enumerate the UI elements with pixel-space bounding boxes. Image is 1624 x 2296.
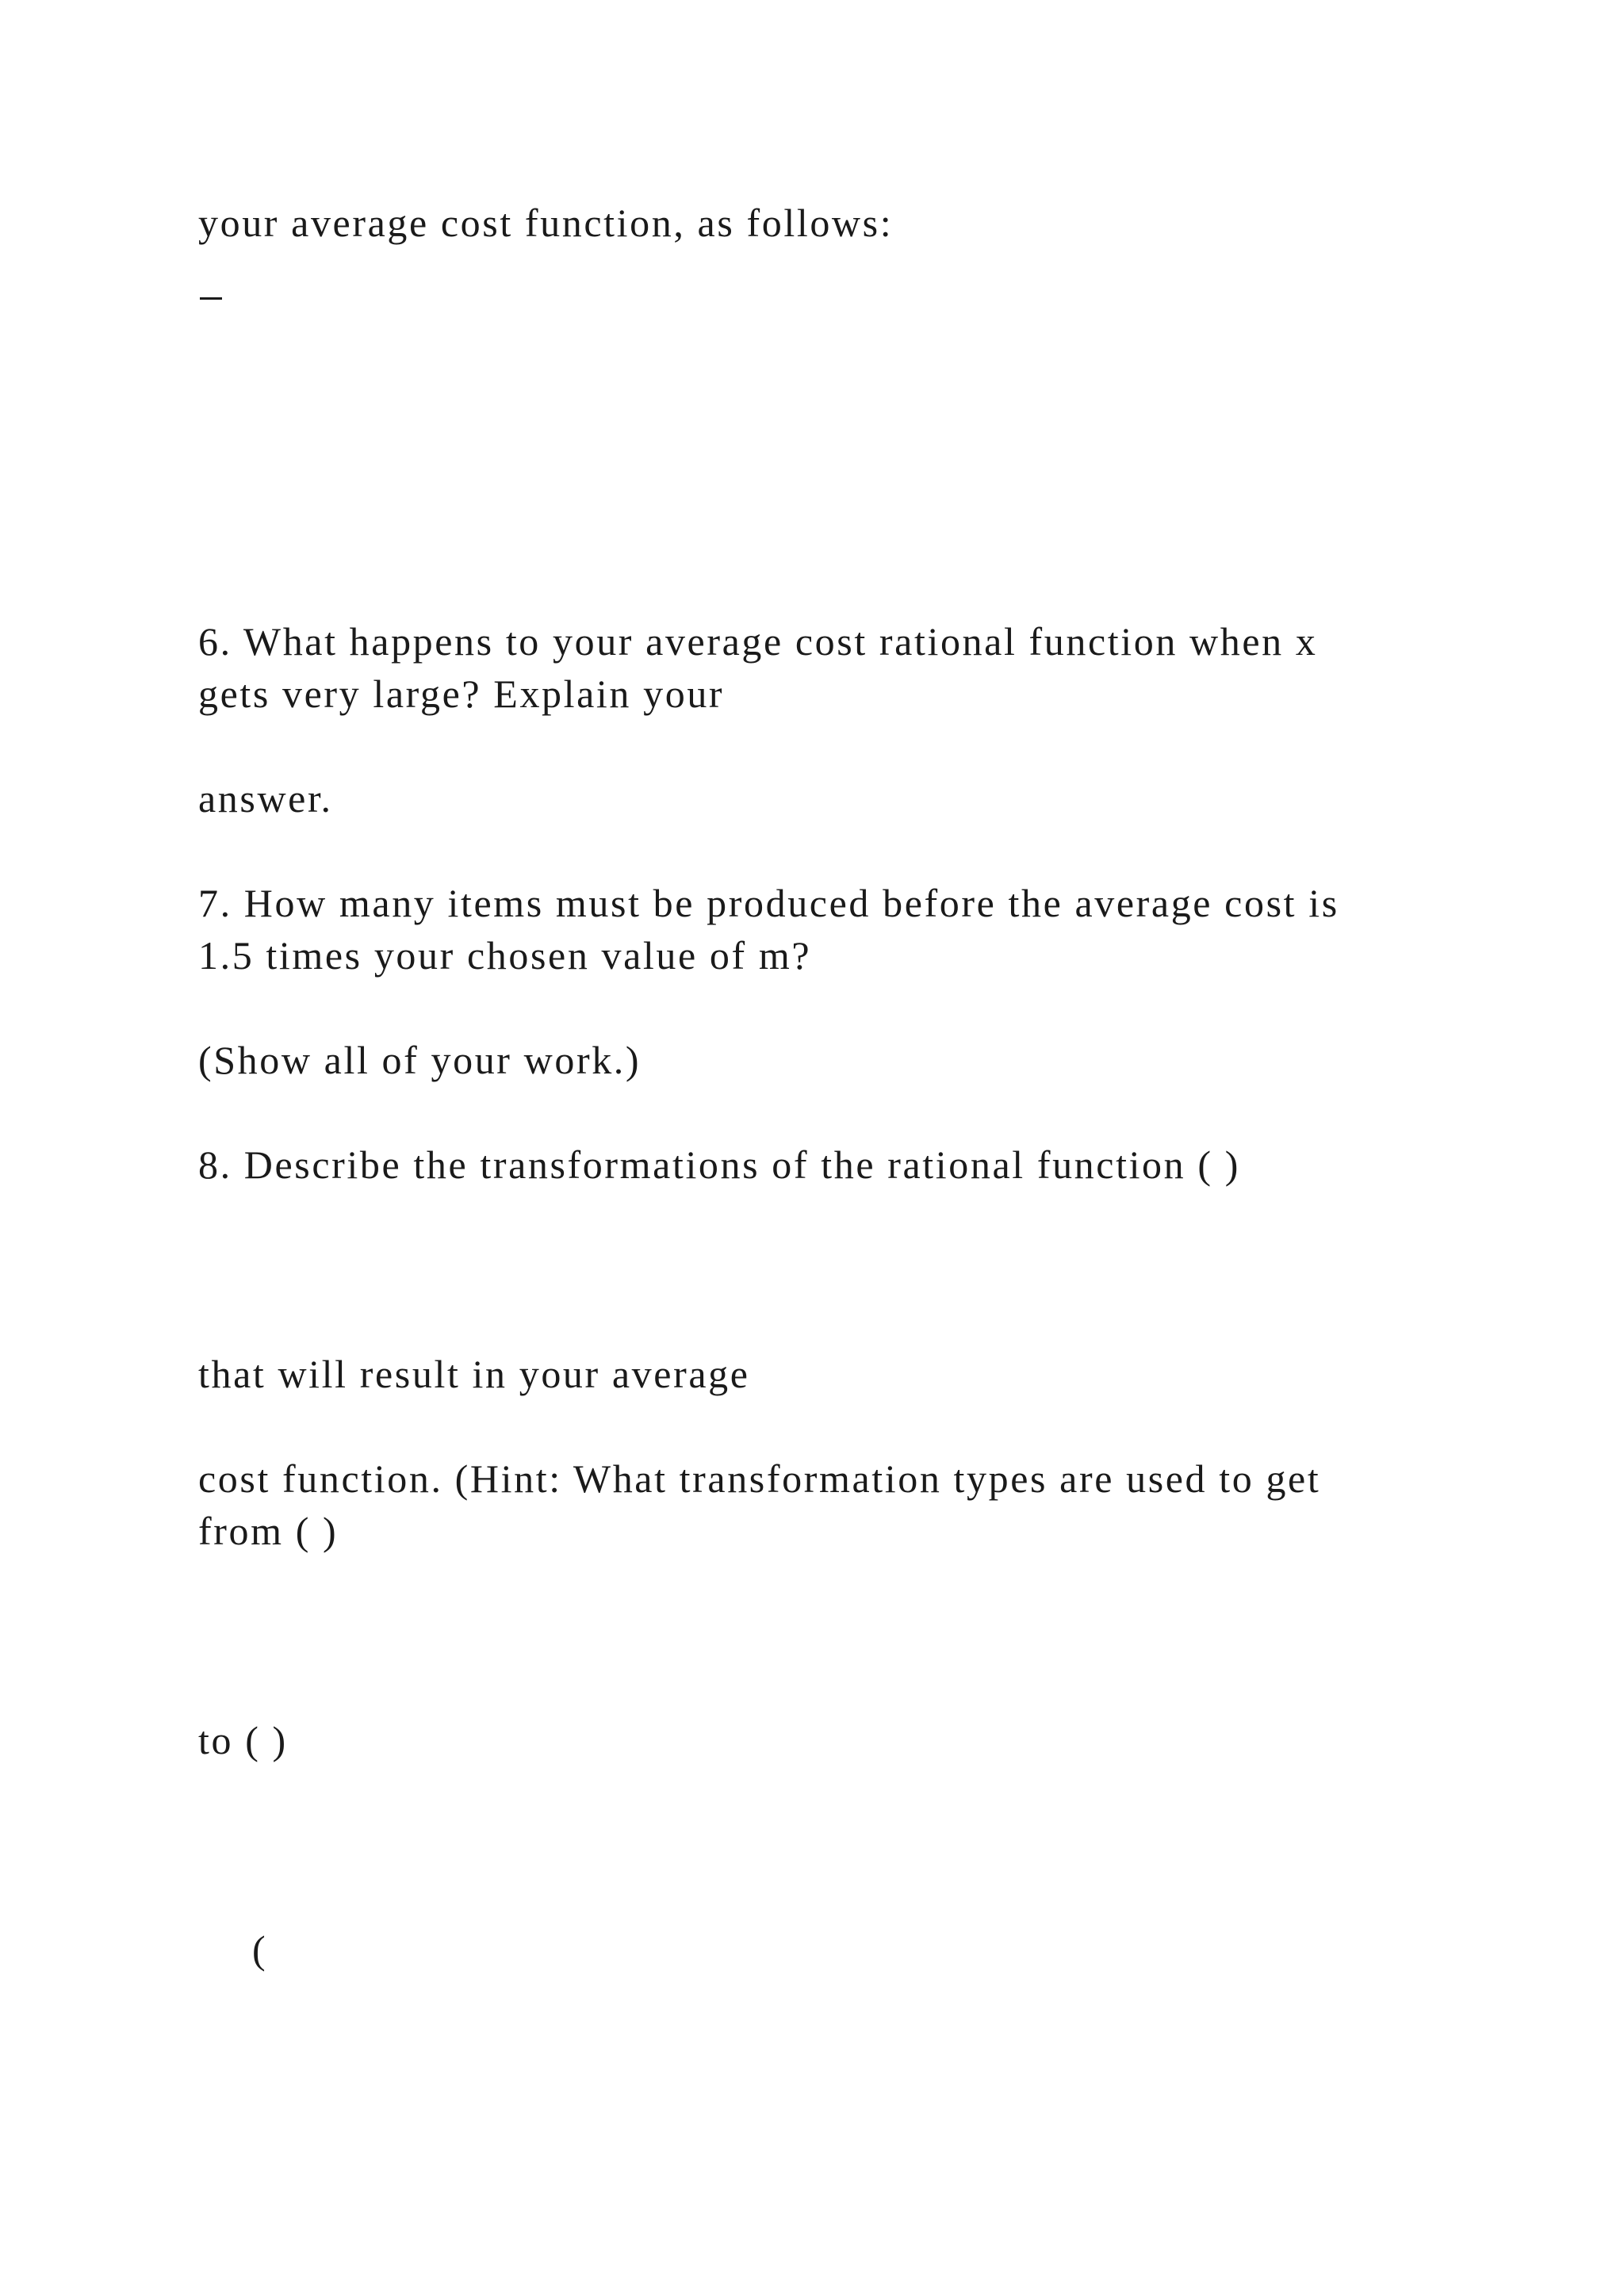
question-6-text: answer.: [198, 776, 333, 821]
open-parenthesis: (: [252, 1927, 268, 1972]
question-8-text: cost function. (Hint: What transformation types are used to get: [198, 1456, 1321, 1501]
question-7-text: 1.5 times your chosen value of m?: [198, 933, 812, 978]
question-8-text: that will result in your average: [198, 1352, 750, 1396]
question-7-text: (Show all of your work.): [198, 1038, 642, 1082]
question-7-text: 7. How many items must be produced before the average cost is: [198, 881, 1339, 925]
question-8-text: to ( ): [198, 1718, 288, 1762]
question-6-text: gets very large? Explain your: [198, 672, 725, 716]
question-8-text: from ( ): [198, 1509, 339, 1553]
blank-dash: [200, 297, 222, 300]
question-6-text: 6. What happens to your average cost rational function when x: [198, 619, 1318, 664]
question-8-text: 8. Describe the transformations of the rational function ( ): [198, 1142, 1240, 1187]
intro-text: your average cost function, as follows:: [198, 201, 894, 245]
